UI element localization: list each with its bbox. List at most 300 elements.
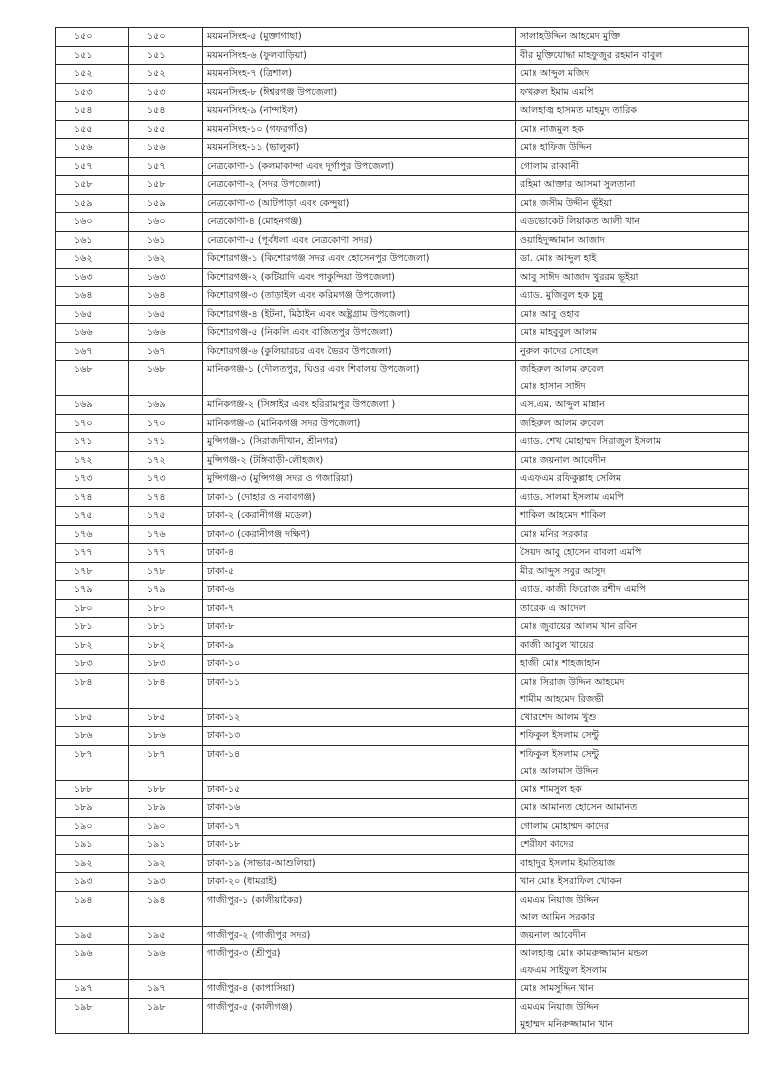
- constituency: ঢাকা-৮: [203, 618, 516, 637]
- seat-number: ১৭৭: [129, 544, 203, 563]
- candidate-names: [516, 194, 749, 213]
- candidate-names: [516, 836, 749, 855]
- table-row: [56, 305, 749, 324]
- candidate-name: হাজী মোঃ শাহজাহান: [520, 658, 600, 669]
- serial-number: ১৬০: [56, 213, 129, 232]
- serial-number: ১৬৯: [56, 396, 129, 415]
- serial-number: ১৫২: [56, 65, 129, 84]
- serial-number: ১৭৬: [56, 525, 129, 544]
- seat-number: ১৬৭: [129, 342, 203, 361]
- candidate-name: মোঃ আব্দুল মজিদ: [520, 68, 590, 79]
- seat-number: ১৯৪: [129, 891, 203, 926]
- serial-number: ১৬২: [56, 250, 129, 269]
- candidate-names: [516, 562, 749, 581]
- candidate-names: [516, 83, 749, 102]
- candidate-names: [516, 414, 749, 433]
- candidate-names: [516, 157, 749, 176]
- seat-number: ১৭১: [129, 433, 203, 452]
- seat-number: ১৫৮: [129, 176, 203, 195]
- candidate-name: মোঃ আলমাস উদ্দিন: [520, 765, 599, 777]
- seat-number: ১৭৫: [129, 507, 203, 526]
- constituency: ঢাকা-১৩: [203, 727, 516, 746]
- constituency: মুন্সিগঞ্জ-৩ (মুন্সিগঞ্জ সদর ও গজারিয়া): [203, 470, 516, 489]
- constituency: ঢাকা-৭: [203, 599, 516, 618]
- table-row: [56, 854, 749, 873]
- serial-number: ১৮০: [56, 599, 129, 618]
- candidate-name: জহিরুল আলম রুবেল: [520, 364, 604, 375]
- candidate-names: [516, 250, 749, 269]
- serial-number: ১৮২: [56, 636, 129, 655]
- seat-number: ১৮২: [129, 636, 203, 655]
- serial-number: ১৫৪: [56, 102, 129, 121]
- table-row: [56, 799, 749, 818]
- candidate-name: বাহাদুর ইসলাম ইমতিয়াজ: [520, 857, 616, 869]
- serial-number: ১৬৩: [56, 268, 129, 287]
- constituency: নেত্রকোণা-৫ (পূর্বধলা এবং নেত্রকোণা সদর): [203, 231, 516, 250]
- table-row: [56, 727, 749, 746]
- candidate-name: বীর মুক্তিযোদ্ধা মাহফুজুর রহমান বাবুল: [520, 49, 663, 61]
- seat-number: ১৫০: [129, 28, 203, 47]
- candidate-names: [516, 28, 749, 47]
- constituency: ঢাকা-৩ (কেরানীগঞ্জ দক্ষিণ): [203, 525, 516, 544]
- candidate-name: মোঃ জয়নাল আবেদীন: [520, 454, 607, 466]
- candidate-name: মোঃ আবু ওহাব: [520, 308, 580, 320]
- table-row: [56, 157, 749, 176]
- candidate-name: মোঃ নাজমুল হক: [520, 123, 584, 135]
- seat-number: ১৭২: [129, 451, 203, 470]
- serial-number: ১৮৫: [56, 708, 129, 727]
- candidate-name: মোঃ সামসুদ্দিন খান: [520, 983, 594, 994]
- seat-number: ১৮৩: [129, 655, 203, 674]
- candidate-names: [516, 998, 749, 1033]
- candidate-name: এমএম নিয়াজ উদ্দিন: [520, 1001, 600, 1013]
- candidate-names: [516, 433, 749, 452]
- candidate-names: [516, 451, 749, 470]
- candidate-name: ওয়াহিদুজ্জামান আজাদ: [520, 234, 605, 246]
- serial-number: ১৯৮: [56, 998, 129, 1033]
- constituency: কিশোরগঞ্জ-২ (কটিয়াদি এবং পাকুন্দিয়া উপজেলা): [203, 268, 516, 287]
- table-row: [56, 396, 749, 415]
- serial-number: ১৭০: [56, 414, 129, 433]
- candidate-names: [516, 581, 749, 600]
- serial-number: ১৫৫: [56, 120, 129, 139]
- candidate-name: কাজী আবুল খায়ের: [520, 639, 594, 651]
- candidate-names: [516, 799, 749, 818]
- candidate-name: এস.এম. আব্দুল মান্নান: [520, 399, 605, 410]
- serial-number: ১৬৫: [56, 305, 129, 324]
- seat-number: ১৯৬: [129, 945, 203, 980]
- candidate-name: মীর আব্দুস সবুর আসুদ: [520, 565, 606, 577]
- candidate-table-body: [56, 28, 749, 1034]
- seat-number: ১৯৩: [129, 873, 203, 892]
- table-row: [56, 324, 749, 343]
- table-row: [56, 433, 749, 452]
- table-row: [56, 998, 749, 1033]
- serial-number: ১৯৭: [56, 980, 129, 999]
- seat-number: ১৬৯: [129, 396, 203, 415]
- candidate-names: [516, 599, 749, 618]
- candidate-names: [516, 176, 749, 195]
- candidate-names: [516, 65, 749, 84]
- seat-number: ১৬৩: [129, 268, 203, 287]
- candidate-names: [516, 544, 749, 563]
- candidate-name: খান মোঃ ইসরাফিল খোকন: [520, 876, 622, 887]
- serial-number: ১৫৬: [56, 139, 129, 158]
- serial-number: ১৭৮: [56, 562, 129, 581]
- candidate-name: এফএম সাইফুল ইসলাম: [520, 965, 608, 976]
- table-row: [56, 120, 749, 139]
- candidate-names: [516, 745, 749, 780]
- table-row: [56, 507, 749, 526]
- candidate-names: [516, 470, 749, 489]
- constituency: কিশোরগঞ্জ-১ (কিশোরগঞ্জ সদর এবং হোসেনপুর উপজেলা): [203, 250, 516, 269]
- constituency: গাজীপুর-৩ (শ্রীপুর): [203, 945, 516, 980]
- candidate-name: মোঃ সিরাজ উদ্দিন আহমেদ: [520, 676, 625, 688]
- candidate-name: আল আমিন সরকার: [520, 911, 596, 923]
- constituency: নেত্রকোণা-২ (সদর উপজেলা): [203, 176, 516, 195]
- seat-number: ১৫৭: [129, 157, 203, 176]
- constituency: মুন্সিগঞ্জ-১ (সিরাজদীখান, শ্রীনগর): [203, 433, 516, 452]
- constituency: ঢাকা-১২: [203, 708, 516, 727]
- candidate-names: [516, 396, 749, 415]
- table-row: [56, 414, 749, 433]
- constituency: কিশোরগঞ্জ-৩ (তাড়াইল এবং করিমগঞ্জ উপজেলা): [203, 287, 516, 306]
- seat-number: ১৯৮: [129, 998, 203, 1033]
- candidate-name: এ্যাড. সালমা ইসলাম এমপি: [520, 491, 624, 503]
- serial-number: ১৫১: [56, 46, 129, 65]
- constituency: ঢাকা-১ (দোহার ও নবাবগঞ্জ): [203, 488, 516, 507]
- constituency: ঢাকা-২০ (ধামরাই): [203, 873, 516, 892]
- candidate-name: খোরশেদ আলম খুশু: [520, 711, 597, 723]
- serial-number: ১৫৩: [56, 83, 129, 102]
- candidate-name: শফিকুল ইসলাম সেন্টু: [520, 748, 599, 760]
- constituency: ময়মনসিংহ-১১ (ভালুকা): [203, 139, 516, 158]
- candidate-names: [516, 324, 749, 343]
- candidate-names: [516, 231, 749, 250]
- constituency: কিশোরগঞ্জ-৫ (নিকলি এবং বাজিতপুর উপজেলা): [203, 324, 516, 343]
- candidate-name: এ্যাড. মুজিবুল হক চুন্নু: [520, 290, 603, 301]
- constituency: নেত্রকোণা-১ (কলমাকান্দা এবং দূর্গাপুর উপজেলা): [203, 157, 516, 176]
- table-row: [56, 83, 749, 102]
- candidate-name: সালাহউদ্দিন আহমেদ মুক্তি: [520, 31, 621, 42]
- serial-number: ১৮১: [56, 618, 129, 637]
- candidate-name: শফিকুল ইসলাম সেন্টু: [520, 730, 599, 741]
- candidate-names: [516, 361, 749, 396]
- candidate-name: শাকিল আহমেদ শাকিল: [520, 510, 606, 521]
- seat-number: ১৮৪: [129, 673, 203, 708]
- serial-number: ১৭২: [56, 451, 129, 470]
- table-row: [56, 636, 749, 655]
- candidate-names: [516, 727, 749, 746]
- constituency: ঢাকা-১৪: [203, 745, 516, 780]
- serial-number: ১৮৪: [56, 673, 129, 708]
- constituency: কিশোরগঞ্জ-৪ (ইটনা, মিঠাইন এবং অষ্ট্রগ্রাম উপজেলা): [203, 305, 516, 324]
- candidate-names: [516, 120, 749, 139]
- seat-number: ১৮৬: [129, 727, 203, 746]
- serial-number: ১৭৪: [56, 488, 129, 507]
- serial-number: ১৮৮: [56, 780, 129, 799]
- table-row: [56, 525, 749, 544]
- candidate-name: মোঃ জুবায়ের আলম খান রবিন: [520, 621, 638, 632]
- seat-number: ১৮০: [129, 599, 203, 618]
- constituency: ঢাকা-৯: [203, 636, 516, 655]
- candidate-names: [516, 46, 749, 65]
- serial-number: ১৮৬: [56, 727, 129, 746]
- candidate-names: [516, 507, 749, 526]
- candidate-name: গোলাম রাব্বানী: [520, 160, 579, 172]
- serial-number: ১৬৪: [56, 287, 129, 306]
- seat-number: ১৬০: [129, 213, 203, 232]
- candidate-name: ডা. মোঃ আব্দুল হাই: [520, 253, 597, 264]
- table-row: [56, 176, 749, 195]
- constituency: ঢাকা-১১: [203, 673, 516, 708]
- seat-number: ১৮৭: [129, 745, 203, 780]
- constituency: ঢাকা-২ (কেরানীগঞ্জ মডেল): [203, 507, 516, 526]
- candidate-names: [516, 636, 749, 655]
- seat-number: ১৭৯: [129, 581, 203, 600]
- table-row: [56, 745, 749, 780]
- table-row: [56, 287, 749, 306]
- candidate-names: [516, 525, 749, 544]
- serial-number: ১৯৫: [56, 926, 129, 945]
- serial-number: ১৯৬: [56, 945, 129, 980]
- constituency: মুন্সিগঞ্জ-২ (টঙ্গিবাড়ী-লৌহজং): [203, 451, 516, 470]
- constituency: ঢাকা-১৫: [203, 780, 516, 799]
- candidate-name: শামীম আহমেদ রিজভী: [520, 693, 605, 705]
- seat-number: ১৮৯: [129, 799, 203, 818]
- candidate-name: আলহাজ্ব মোঃ কামরুজ্জামান মন্ডল: [520, 948, 649, 959]
- constituency: ঢাকা-৫: [203, 562, 516, 581]
- candidate-name: এডভোকেট লিয়াকত আলী খান: [520, 216, 641, 227]
- candidate-name: রহিমা আক্তার আসমা সুলতানা: [520, 179, 636, 190]
- candidate-name: জয়নাল আবেদীন: [520, 929, 587, 941]
- constituency: ময়মনসিংহ-৮ (ঈশ্বরগঞ্জ উপজেলা): [203, 83, 516, 102]
- seat-number: ১৭৩: [129, 470, 203, 489]
- seat-number: ১৮৫: [129, 708, 203, 727]
- constituency: ঢাকা-৬: [203, 581, 516, 600]
- candidate-name: মুহাম্মদ মনিরুজ্জামান খান: [520, 1018, 614, 1030]
- serial-number: ১৭৭: [56, 544, 129, 563]
- seat-number: ১৯০: [129, 817, 203, 836]
- constituency: ঢাকা-৪: [203, 544, 516, 563]
- candidate-name: সৈয়দ আবু হোসেন বাবলা এমপি: [520, 547, 642, 558]
- candidate-names: [516, 139, 749, 158]
- table-row: [56, 655, 749, 674]
- constituency: মানিকগঞ্জ-২ (সিঙ্গাইর এবং হরিরামপুর উপজেলা ): [203, 396, 516, 415]
- serial-number: ১৮৩: [56, 655, 129, 674]
- constituency: ঢাকা-১৮: [203, 836, 516, 855]
- candidate-name: মোঃ মনির সরকার: [520, 528, 589, 540]
- candidate-names: [516, 655, 749, 674]
- serial-number: ১৬৬: [56, 324, 129, 343]
- constituency: ঢাকা-১০: [203, 655, 516, 674]
- table-row: [56, 470, 749, 489]
- table-row: [56, 46, 749, 65]
- table-row: [56, 562, 749, 581]
- candidate-name: এএফএম রফিকুল্লাহ সেলিম: [520, 473, 622, 484]
- table-row: [56, 581, 749, 600]
- seat-number: ১৬৫: [129, 305, 203, 324]
- constituency: মানিকগঞ্জ-৩ (মানিকগঞ্জ সদর উপজেলা): [203, 414, 516, 433]
- seat-number: ১৯২: [129, 854, 203, 873]
- table-row: [56, 817, 749, 836]
- constituency: গাজীপুর-৫ (কালীগঞ্জ): [203, 998, 516, 1033]
- constituency: নেত্রকোণা-৪ (মোহনগঞ্জ): [203, 213, 516, 232]
- serial-number: ১৭৫: [56, 507, 129, 526]
- table-row: [56, 488, 749, 507]
- table-row: [56, 250, 749, 269]
- serial-number: ১৭১: [56, 433, 129, 452]
- constituency: ময়মনসিংহ-৫ (মুক্তাগাছা): [203, 28, 516, 47]
- candidate-names: [516, 817, 749, 836]
- constituency: কিশোরগঞ্জ-৬ (কুলিয়ারচর এবং ভৈরব উপজেলা): [203, 342, 516, 361]
- seat-number: ১৯৭: [129, 980, 203, 999]
- table-row: [56, 673, 749, 708]
- candidate-names: [516, 673, 749, 708]
- table-row: [56, 873, 749, 892]
- table-row: [56, 28, 749, 47]
- serial-number: ১৮৭: [56, 745, 129, 780]
- constituency: গাজীপুর-১ (কালীয়াকৈর): [203, 891, 516, 926]
- seat-number: ১৭৪: [129, 488, 203, 507]
- candidate-names: [516, 102, 749, 121]
- seat-number: ১৭০: [129, 414, 203, 433]
- table-row: [56, 213, 749, 232]
- candidate-table: [55, 27, 749, 1034]
- candidate-names: [516, 945, 749, 980]
- constituency: ময়মনসিংহ-৭ (ত্রিশাল): [203, 65, 516, 84]
- table-row: [56, 945, 749, 980]
- candidate-name: ফখরুল ইমাম এমপি: [520, 86, 594, 98]
- constituency: মানিকগঞ্জ-১ (দৌলতপুর, ঘিওর এবং শিবালয় উপজেলা): [203, 361, 516, 396]
- candidate-names: [516, 488, 749, 507]
- candidate-names: [516, 926, 749, 945]
- candidate-name: মোঃ শামসুল হক: [520, 783, 582, 795]
- table-row: [56, 451, 749, 470]
- serial-number: ১৫৭: [56, 157, 129, 176]
- table-row: [56, 980, 749, 999]
- serial-number: ১৭৩: [56, 470, 129, 489]
- serial-number: ১৯৩: [56, 873, 129, 892]
- candidate-names: [516, 305, 749, 324]
- table-row: [56, 231, 749, 250]
- table-row: [56, 599, 749, 618]
- candidate-name: মোঃ আমানত হোসেন আমানত: [520, 802, 638, 813]
- serial-number: ১৯২: [56, 854, 129, 873]
- serial-number: ১৬৭: [56, 342, 129, 361]
- seat-number: ১৭৮: [129, 562, 203, 581]
- candidate-names: [516, 618, 749, 637]
- seat-number: ১৮১: [129, 618, 203, 637]
- candidate-name: মোঃ হাসান সাঈদ: [520, 381, 586, 392]
- constituency: ময়মনসিংহ-৬ (ফুলবাড়িয়া): [203, 46, 516, 65]
- candidate-names: [516, 980, 749, 999]
- candidate-name: এ্যাড. শেখ মোহাম্মদ সিরাজুল ইসলাম: [520, 436, 662, 447]
- serial-number: ১৮৯: [56, 799, 129, 818]
- constituency: ময়মনসিংহ-৯ (নান্দাইল): [203, 102, 516, 121]
- seat-number: ১৫৪: [129, 102, 203, 121]
- serial-number: ১৯১: [56, 836, 129, 855]
- constituency: ঢাকা-১৭: [203, 817, 516, 836]
- seat-number: ১৮৮: [129, 780, 203, 799]
- seat-number: ১৫১: [129, 46, 203, 65]
- table-row: [56, 780, 749, 799]
- table-row: [56, 926, 749, 945]
- seat-number: ১৭৬: [129, 525, 203, 544]
- candidate-name: নুরুল কাদের সোহেল: [520, 345, 599, 357]
- candidate-name: জহিরুল আলম রুবেল: [520, 417, 604, 429]
- seat-number: ১৫৬: [129, 139, 203, 158]
- seat-number: ১৯১: [129, 836, 203, 855]
- table-row: [56, 544, 749, 563]
- table-row: [56, 268, 749, 287]
- candidate-names: [516, 873, 749, 892]
- candidate-names: [516, 854, 749, 873]
- table-row: [56, 65, 749, 84]
- seat-number: ১৬৬: [129, 324, 203, 343]
- candidate-name: গোলাম মোহাম্মদ কাদের: [520, 820, 610, 832]
- table-row: [56, 361, 749, 396]
- serial-number: ১৫০: [56, 28, 129, 47]
- serial-number: ১৯০: [56, 817, 129, 836]
- table-row: [56, 891, 749, 926]
- candidate-name: মোঃ জসীম উদ্দীন ভূঁইয়া: [520, 197, 612, 209]
- candidate-names: [516, 891, 749, 926]
- candidate-name: এমএম নিয়াজ উদ্দিন: [520, 894, 600, 906]
- seat-number: ১৬৪: [129, 287, 203, 306]
- serial-number: ১৬৮: [56, 361, 129, 396]
- candidate-name: এ্যাড. কাজী ফিরোজ রশীদ এমপি: [520, 584, 646, 595]
- candidate-name: আবু সাঈদ আজাদ খুররম ভূইয়া: [520, 271, 639, 283]
- seat-number: ১৬২: [129, 250, 203, 269]
- constituency: নেত্রকোণা-৩ (আটপাড়া এবং কেন্দুয়া): [203, 194, 516, 213]
- candidate-name: মোঃ মাহবুবুল আলম: [520, 327, 598, 338]
- table-row: [56, 102, 749, 121]
- serial-number: ১৭৯: [56, 581, 129, 600]
- seat-number: ১৯৫: [129, 926, 203, 945]
- seat-number: ১৫৫: [129, 120, 203, 139]
- constituency: গাজীপুর-২ (গাজীপুর সদর): [203, 926, 516, 945]
- serial-number: ১৫৯: [56, 194, 129, 213]
- table-row: [56, 618, 749, 637]
- candidate-names: [516, 342, 749, 361]
- serial-number: ১৬১: [56, 231, 129, 250]
- table-row: [56, 708, 749, 727]
- table-row: [56, 194, 749, 213]
- candidate-names: [516, 268, 749, 287]
- constituency: ময়মনসিংহ-১০ (গফরগাঁও): [203, 120, 516, 139]
- candidate-name: মোঃ হাফিজ উদ্দিন: [520, 142, 592, 153]
- serial-number: ১৯৪: [56, 891, 129, 926]
- seat-number: ১৫২: [129, 65, 203, 84]
- table-row: [56, 836, 749, 855]
- candidate-name: তারেক এ আদেল: [520, 602, 586, 614]
- constituency: ঢাকা-১৬: [203, 799, 516, 818]
- candidate-names: [516, 213, 749, 232]
- candidate-names: [516, 780, 749, 799]
- serial-number: ১৫৮: [56, 176, 129, 195]
- table-row: [56, 139, 749, 158]
- candidate-name: আলহাজ্ব হাসমত মাহমুদ তারিক: [520, 105, 638, 116]
- seat-number: ১৬১: [129, 231, 203, 250]
- table-row: [56, 342, 749, 361]
- candidate-names: [516, 287, 749, 306]
- constituency: গাজীপুর-৪ (কাপাসিয়া): [203, 980, 516, 999]
- candidate-name: শেরীফা কাদের: [520, 839, 574, 850]
- candidate-names: [516, 708, 749, 727]
- constituency: ঢাকা-১৯ (সাভার-আশুলিয়া): [203, 854, 516, 873]
- seat-number: ১৬৮: [129, 361, 203, 396]
